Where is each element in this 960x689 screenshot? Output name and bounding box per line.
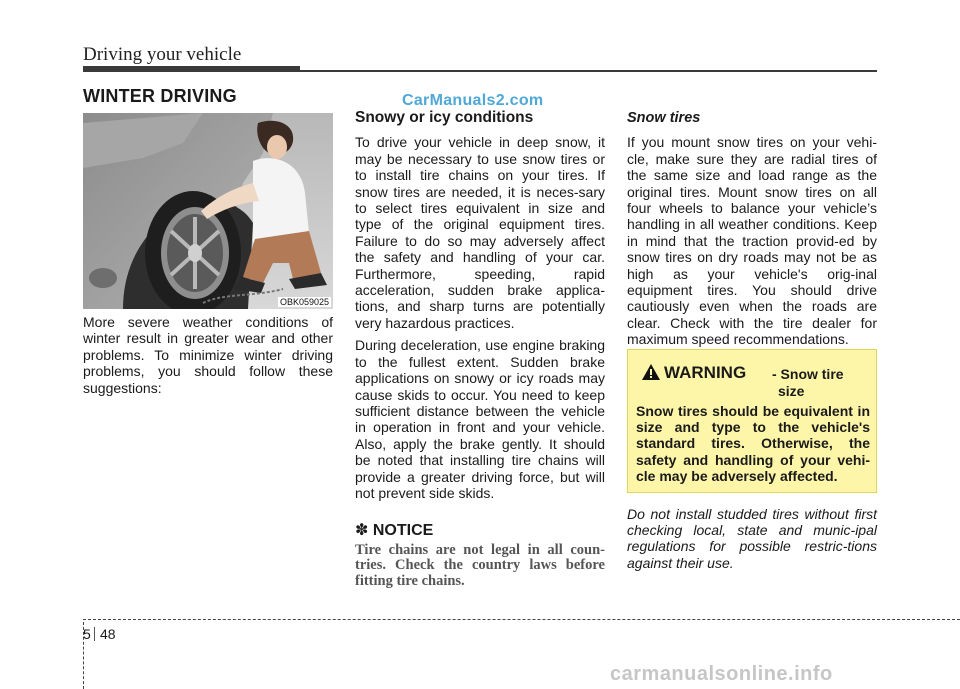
studded-tires-note: Do not install studded tires without first checking local, state and munic-ipal regulations for possible restric-tions against their use.	[627, 506, 877, 571]
warning-triangle-icon	[642, 364, 660, 380]
snowy-icy-heading: Snowy or icy conditions	[355, 109, 534, 126]
intro-column	[83, 314, 333, 396]
warning-subtitle-line1: - Snow tire	[772, 366, 844, 382]
header-title: Driving your vehicle	[83, 44, 242, 65]
illustration-tire-chains	[83, 113, 333, 309]
header-rule-thin	[300, 70, 877, 72]
footer-rule	[83, 619, 960, 620]
page-number: 48	[100, 626, 116, 642]
page-number-separator	[94, 627, 95, 641]
chapter-number: 5	[83, 626, 91, 642]
notice-body: Tire chains are not legal in all coun-tries. Check the country laws before fitting tire chains.	[355, 541, 605, 589]
snowy-icy-paragraph-2: During deceleration, use engine braking to the fullest extent. Sudden brake applications on snowy or icy roads may cause skids to occur. You need to keep sufficient distance between the vehicle in operation in front and your vehicle. Also, apply the brake gently. It should be noted that installing tire chains will provide a greater driving force, but will not prevent side skids.	[355, 337, 605, 501]
warning-box	[627, 349, 877, 493]
snowy-icy-column	[355, 110, 605, 589]
car-tire-illustration	[83, 113, 333, 309]
snow-tires-heading: Snow tires	[627, 110, 701, 126]
warning-text: Snow tires should be equivalent in size and type to the vehicle's standard tires. Otherwise, the safety and handling of your vehi-cle may be adversely affected.	[636, 403, 870, 484]
photo-caption: OBK059025	[279, 297, 329, 307]
snow-tires-column	[627, 110, 877, 348]
section-heading: WINTER DRIVING	[83, 86, 237, 106]
watermark-bottom: carmanualsonline.info	[610, 663, 833, 685]
intro-paragraph: More severe weather conditions of winter result in greater wear and other problems. To minimize winter driving problems, you should follow these suggestions:	[83, 314, 333, 396]
notice-title: ✽ NOTICE	[355, 522, 434, 540]
snow-tires-paragraph: If you mount snow tires on your vehi-cle, make sure they are radial tires of the same size and load range as the original tires. Mount snow tires on all four wheels to balance your vehicle’s handling in all weather conditions. Keep in mind that the traction provid-ed by snow tires on dry roads may not be as high as your vehicle's orig-inal equipment tires. You should drive cautiously even when the roads are clear. Check with the tire dealer for maximum speed recommendations.	[627, 134, 877, 348]
warning-label: WARNING	[664, 363, 747, 382]
snowy-icy-paragraph-1: To drive your vehicle in deep snow, it may be necessary to use snow tires or to install tire chains on your tires. If snow tires are needed, it is neces-sary to select tires equivalent in size and type of the original equipment tires. Failure to do so may adversely affect the safety and handling of your car. Furthermore, speeding, rapid acceleration, sudden brake applica-tions, and sharp turns are potentially very hazardous practices.	[355, 134, 605, 331]
warning-subtitle-line2: size	[778, 383, 805, 399]
header-rule-thick	[83, 66, 300, 72]
watermark-top: CarManuals2.com	[402, 92, 544, 109]
